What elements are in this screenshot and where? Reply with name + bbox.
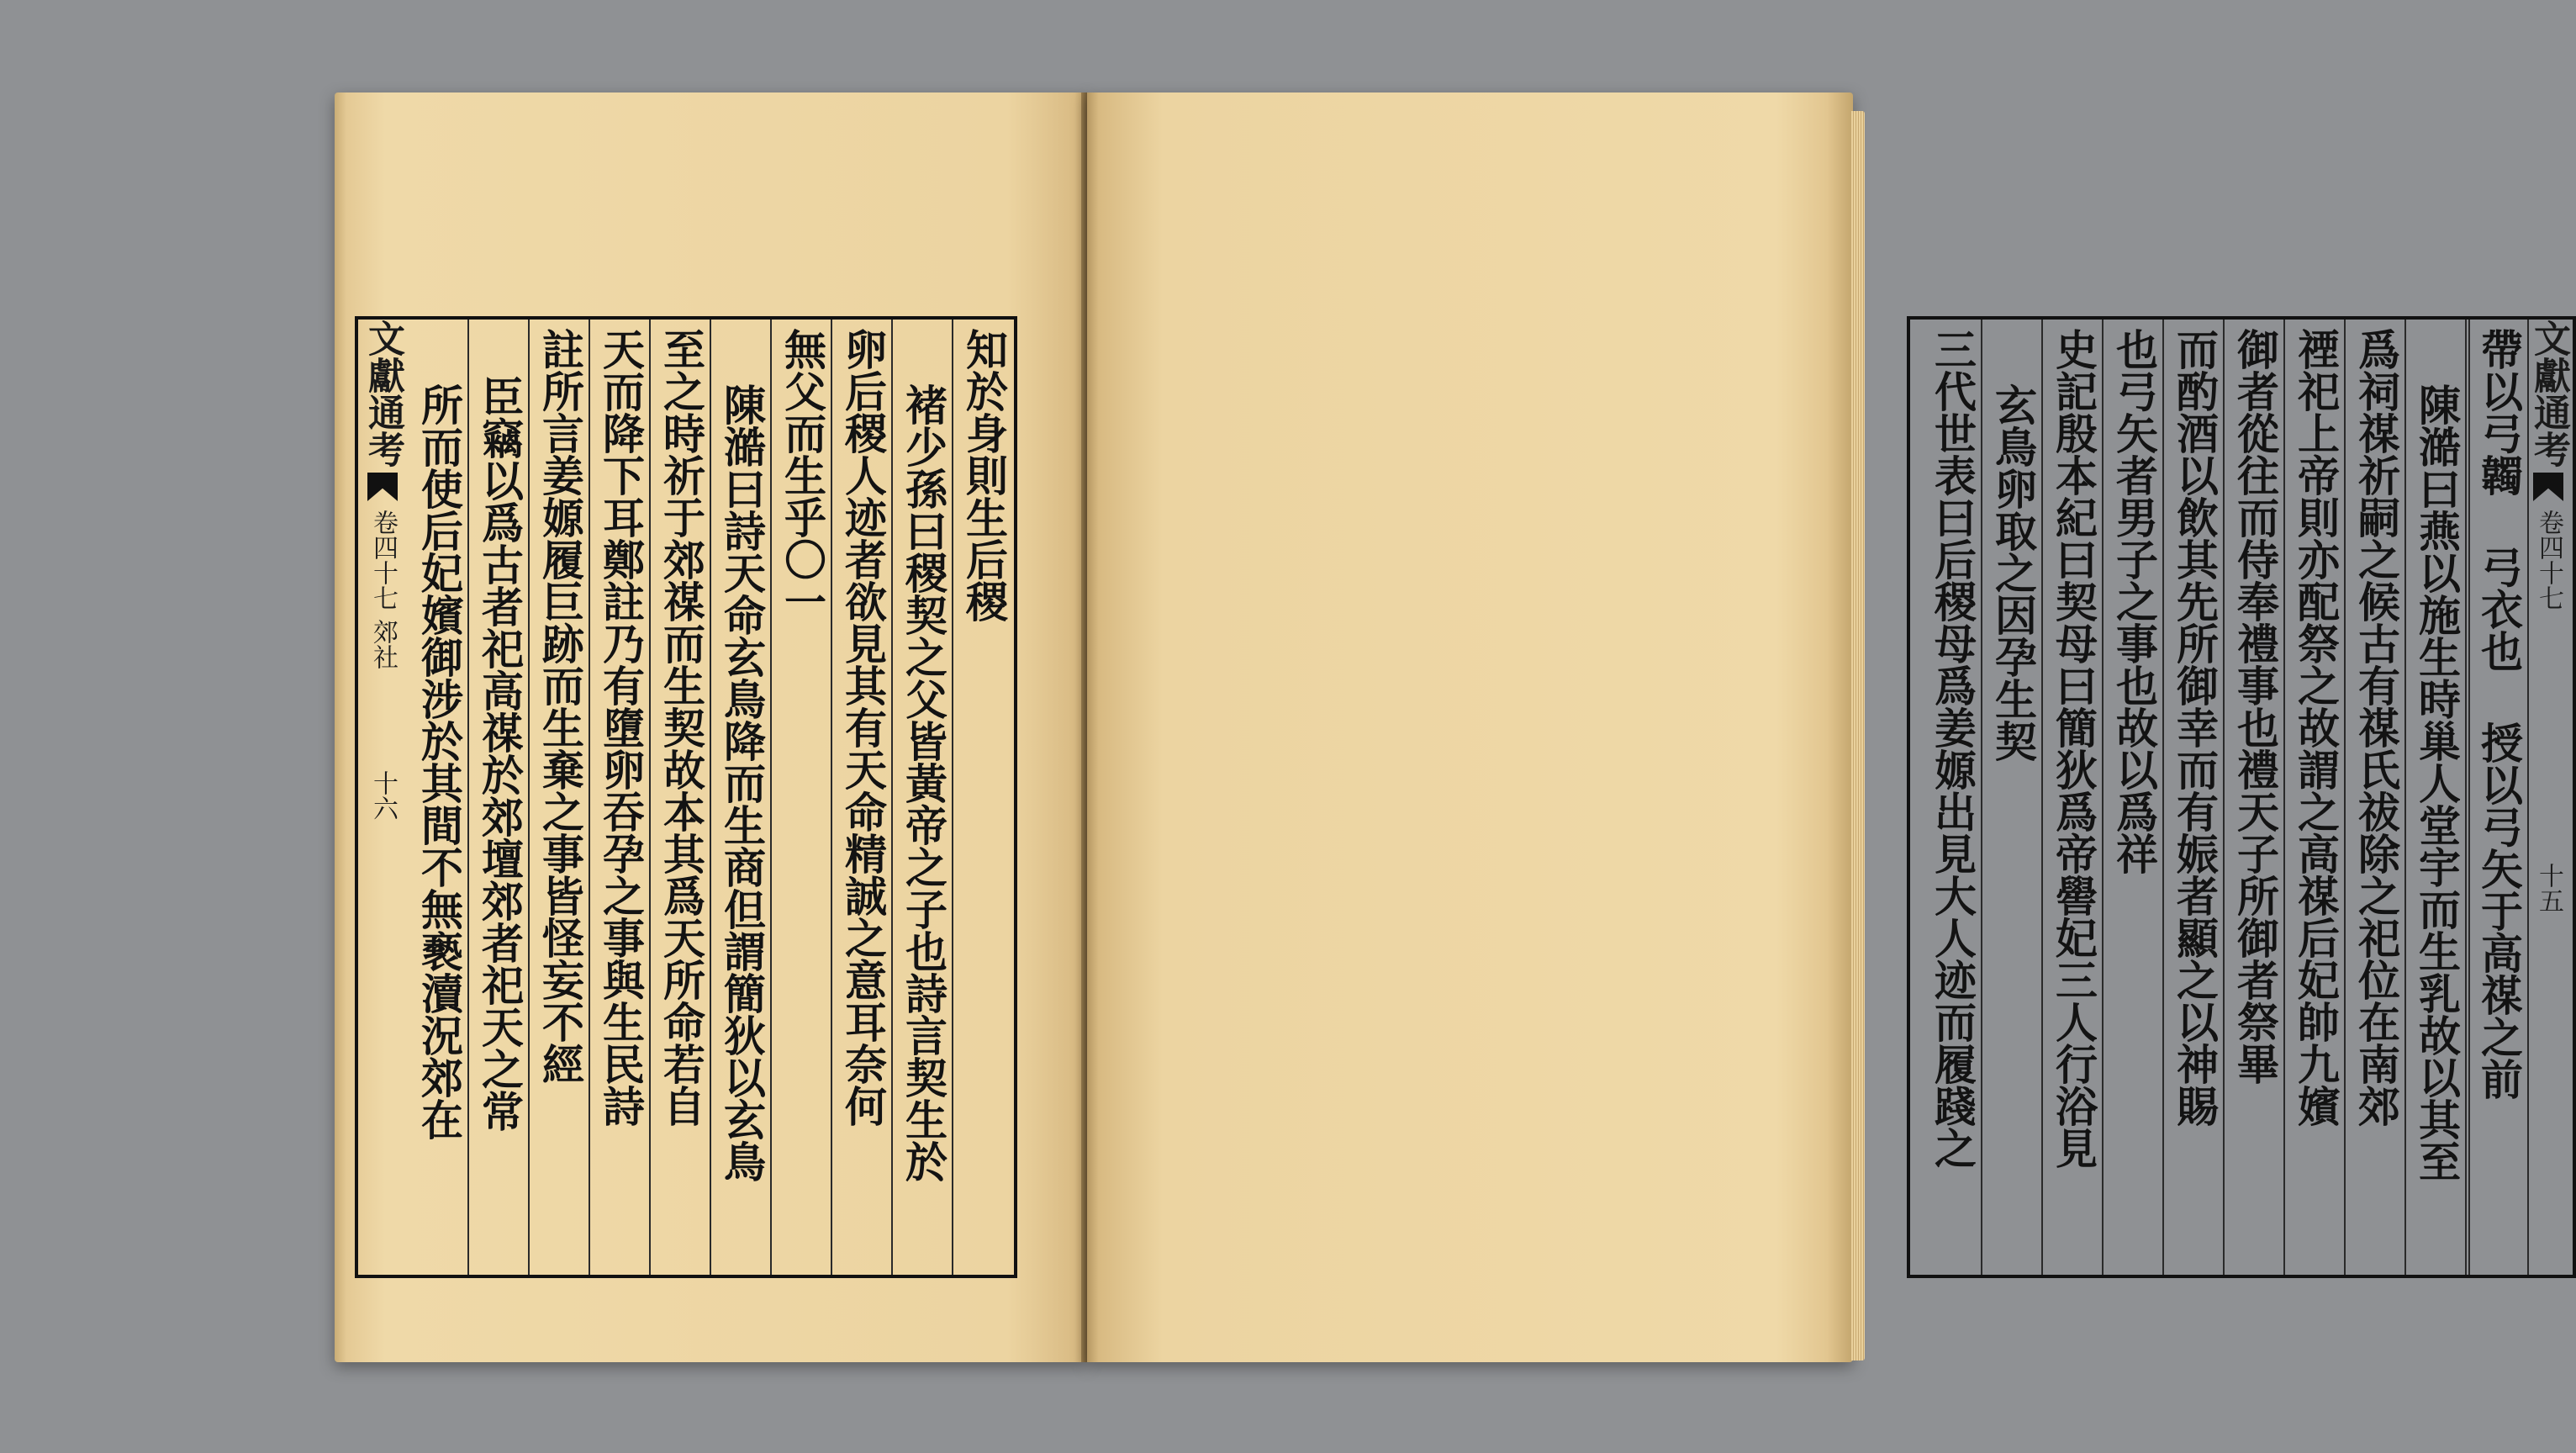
text-column — [652, 320, 711, 1275]
page-number: 十六 — [368, 770, 398, 821]
section-label: 郊社 — [368, 619, 398, 669]
text-column — [773, 320, 832, 1275]
column-text: 御者從往而侍奉禮事也禮天子所御者祭畢 — [2230, 328, 2280, 1085]
column-text: 陳澔曰燕以施生時巢人堂宇而生乳故以其至 — [2412, 383, 2462, 1182]
column-text: 帶以弓韣 弓衣也 授以弓矢于高禖之前 — [2474, 328, 2524, 1100]
volume-label: 卷四十七 — [2534, 510, 2563, 610]
text-column — [2287, 320, 2346, 1275]
column-text: 玄鳥卵取之因孕生契 — [1988, 383, 2038, 762]
text-column — [471, 320, 530, 1275]
column-text: 而酌酒以飲其先所御幸而有娠者顯之以神賜 — [2170, 328, 2220, 1127]
text-column — [1924, 320, 1982, 1275]
text-column — [834, 320, 893, 1275]
text-column — [2347, 320, 2406, 1275]
left-fold-margin — [363, 320, 402, 1275]
column-text: 所而使后妃嬪御涉於其間不無褻瀆況郊在 — [414, 383, 464, 1140]
text-column — [2045, 320, 2104, 1275]
column-text: 史記殷本紀曰契母曰簡狄爲帝嚳妃三人行浴見 — [2049, 328, 2098, 1169]
right-text-frame — [1907, 316, 2576, 1278]
column-text: 無父而生乎〇一 — [778, 328, 827, 622]
page-edges — [1851, 111, 1865, 1361]
text-column — [592, 320, 651, 1275]
text-column — [955, 320, 1012, 1275]
text-column — [2166, 320, 2225, 1275]
left-text-frame — [355, 316, 1017, 1278]
book-title: 文獻通考 — [362, 320, 404, 468]
column-text: 也弓矢者男子之事也故以爲祥 — [2109, 328, 2159, 874]
text-column — [895, 320, 953, 1275]
fish-tail-mark — [367, 473, 398, 501]
column-text: 陳澔曰詩天命玄鳥降而生商但謂簡狄以玄鳥 — [717, 383, 767, 1182]
page-number: 十五 — [2534, 863, 2563, 913]
text-column — [2408, 320, 2467, 1275]
column-text: 三代世表曰后稷母爲姜嫄出見大人迹而履踐之 — [1928, 328, 1977, 1169]
text-column — [2468, 320, 2529, 1275]
text-column — [2226, 320, 2285, 1275]
fish-tail-mark — [2533, 473, 2563, 501]
volume-label: 卷四十七 — [368, 510, 398, 610]
column-text: 禋祀上帝則亦配祭之故謂之高禖后妃帥九嬪 — [2291, 328, 2341, 1127]
column-text: 至之時祈于郊禖而生契故本其爲天所命若自 — [657, 328, 706, 1127]
column-text: 爲祠禖祈嗣之候古有禖氏祓除之祀位在南郊 — [2352, 328, 2401, 1127]
left-page — [335, 92, 1087, 1362]
text-column — [2105, 320, 2164, 1275]
column-text: 天而降下耳鄭註乃有墮卵吞孕之事與生民詩 — [596, 328, 646, 1127]
open-book — [335, 84, 2570, 1369]
text-column — [531, 320, 590, 1275]
text-column — [713, 320, 772, 1275]
right-page — [1087, 92, 2570, 1362]
text-column — [410, 320, 469, 1275]
column-text: 卵后稷人迹者欲見其有天命精誠之意耳奈何 — [838, 328, 888, 1127]
text-column — [1984, 320, 2043, 1275]
column-text: 註所言姜嫄履巨跡而生棄之事皆怪妄不經 — [536, 328, 585, 1085]
book-title: 文獻通考 — [2527, 320, 2570, 468]
column-text: 褚少孫曰稷契之父皆黃帝之子也詩言契生於 — [899, 383, 948, 1182]
column-text: 知於身則生后稷 — [959, 328, 1009, 622]
column-text: 臣竊以爲古者祀高禖於郊壇郊者祀天之常 — [475, 375, 525, 1132]
right-fold-margin — [2529, 320, 2568, 1275]
